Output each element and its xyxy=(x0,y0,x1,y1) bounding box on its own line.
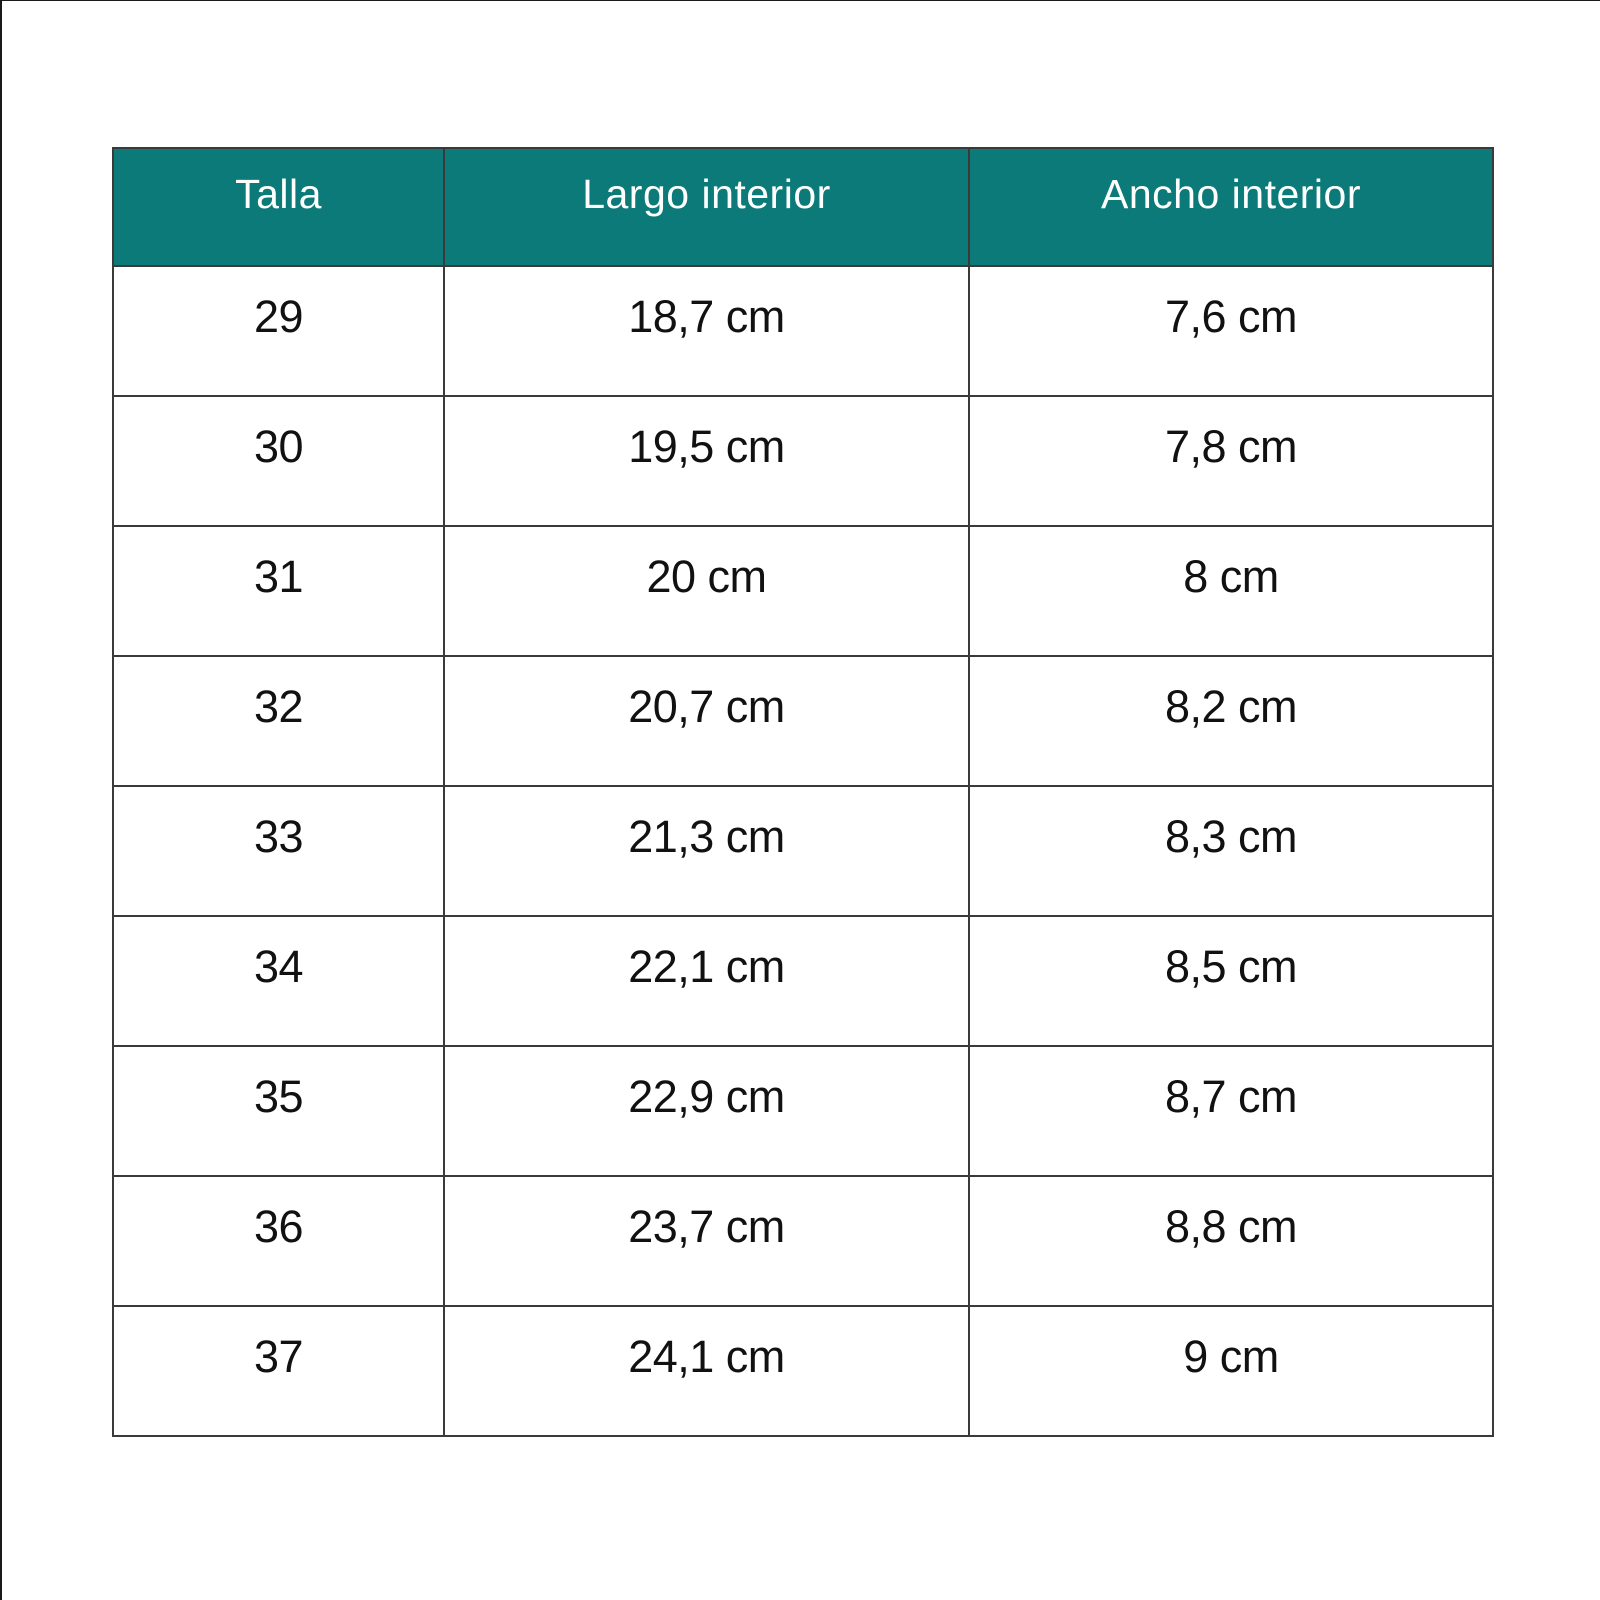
cell-ancho: 8,5 cm xyxy=(969,916,1493,1046)
cell-talla: 34 xyxy=(113,916,444,1046)
cell-largo: 18,7 cm xyxy=(444,266,969,396)
table-row xyxy=(113,1176,1493,1306)
cell-talla: 31 xyxy=(113,526,444,656)
table-header xyxy=(113,148,1493,266)
table-row xyxy=(113,266,1493,396)
cell-talla: 36 xyxy=(113,1176,444,1306)
table-row xyxy=(113,396,1493,526)
table-row xyxy=(113,1306,1493,1436)
cell-largo: 22,1 cm xyxy=(444,916,969,1046)
cell-talla: 29 xyxy=(113,266,444,396)
cell-ancho: 8 cm xyxy=(969,526,1493,656)
cell-ancho: 8,3 cm xyxy=(969,786,1493,916)
cell-talla: 35 xyxy=(113,1046,444,1176)
header-largo-interior: Largo interior xyxy=(444,148,969,266)
cell-largo: 19,5 cm xyxy=(444,396,969,526)
cell-ancho: 9 cm xyxy=(969,1306,1493,1436)
cell-ancho: 8,7 cm xyxy=(969,1046,1493,1176)
table-row xyxy=(113,916,1493,1046)
cell-largo: 20,7 cm xyxy=(444,656,969,786)
table-row xyxy=(113,1046,1493,1176)
cell-ancho: 7,6 cm xyxy=(969,266,1493,396)
table-body xyxy=(113,266,1493,1436)
table-row xyxy=(113,526,1493,656)
table-row xyxy=(113,656,1493,786)
cell-largo: 24,1 cm xyxy=(444,1306,969,1436)
header-ancho-interior: Ancho interior xyxy=(969,148,1493,266)
cell-ancho: 8,2 cm xyxy=(969,656,1493,786)
cell-largo: 20 cm xyxy=(444,526,969,656)
size-table xyxy=(112,147,1494,1437)
cell-largo: 23,7 cm xyxy=(444,1176,969,1306)
cell-ancho: 7,8 cm xyxy=(969,396,1493,526)
cell-talla: 37 xyxy=(113,1306,444,1436)
cell-ancho: 8,8 cm xyxy=(969,1176,1493,1306)
cell-talla: 30 xyxy=(113,396,444,526)
cell-talla: 32 xyxy=(113,656,444,786)
header-talla: Talla xyxy=(113,148,444,266)
header-row xyxy=(113,148,1493,266)
cell-largo: 21,3 cm xyxy=(444,786,969,916)
cell-talla: 33 xyxy=(113,786,444,916)
table-row xyxy=(113,786,1493,916)
cell-largo: 22,9 cm xyxy=(444,1046,969,1176)
